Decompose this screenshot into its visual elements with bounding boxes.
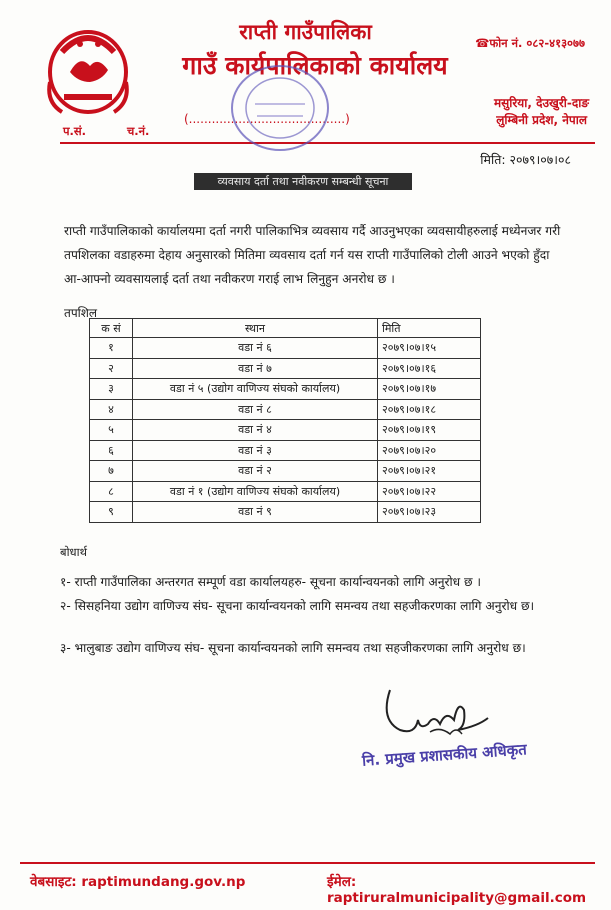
phone-number: ☎फोन नं. ०८२-४१३०७७	[475, 36, 585, 50]
letter-number-label: प.सं.	[63, 124, 87, 138]
cell-serial: ७	[90, 461, 133, 482]
cell-place: वडा नं ८	[133, 399, 378, 420]
dispatch-number-label: च.नं.	[127, 124, 150, 138]
cell-serial: २	[90, 358, 133, 379]
table-row	[90, 461, 481, 482]
office-name: गाउँ कार्यपालिकाको कार्यालय	[182, 51, 448, 80]
table-row	[90, 399, 481, 420]
cell-serial: ८	[90, 481, 133, 502]
cell-date: २०७९।०७।१९	[378, 420, 481, 441]
table-row	[90, 358, 481, 379]
cell-serial: १	[90, 338, 133, 359]
cell-date: २०७९।०७।१८	[378, 399, 481, 420]
letter-date: मिति: २०७९।०७।०८	[480, 152, 571, 167]
cell-serial: ९	[90, 502, 133, 523]
cc-item: १- राप्ती गाउँपालिका अन्तरगत सम्पूर्ण वडा कार्यालयहरु- सूचना कार्यान्वयनको लागि अनुरोध छ ।	[60, 575, 482, 589]
address-line2: लुम्बिनी प्रदेश, नेपाल	[496, 113, 587, 127]
table-header-row	[90, 319, 481, 338]
cell-serial: ३	[90, 379, 133, 400]
col-header-place: स्थान	[133, 319, 378, 338]
cell-place: वडा नं २	[133, 461, 378, 482]
col-header-date: मिति	[378, 319, 481, 338]
cell-date: २०७९।०७।२१	[378, 461, 481, 482]
cc-label: बोधार्थ	[60, 545, 87, 559]
footer-website[interactable]: वेबसाइट: raptimundang.gov.np	[30, 874, 246, 890]
cell-serial: ४	[90, 399, 133, 420]
cell-date: २०७९।०७।२३	[378, 502, 481, 523]
col-header-serial: क सं	[90, 319, 133, 338]
subject-banner: व्यवसाय दर्ता तथा नवीकरण सम्बन्धी सूचना	[194, 173, 412, 190]
cell-serial: ६	[90, 440, 133, 461]
cell-date: २०७९।०७।२०	[378, 440, 481, 461]
table-row	[90, 440, 481, 461]
footer-divider	[20, 862, 595, 864]
cell-place: वडा नं ६	[133, 338, 378, 359]
details-label: तपशिल	[64, 306, 98, 320]
cell-place: वडा नं ५ (उद्योग वाणिज्य संघको कार्यालय)	[133, 379, 378, 400]
cell-date: २०७९।०७।१५	[378, 338, 481, 359]
address-line1: मसुरिया, देउखुरी-दाङ	[494, 96, 589, 110]
cell-date: २०७९।०७।२२	[378, 481, 481, 502]
signatory-designation: नि. प्रमुख प्रशासकीय अधिकृत	[361, 740, 528, 770]
cell-date: २०७९।०७।१६	[378, 358, 481, 379]
table-row	[90, 481, 481, 502]
table-row	[90, 502, 481, 523]
cell-place: वडा नं ९	[133, 502, 378, 523]
office-bracket-line: (.........................................)	[184, 112, 350, 126]
signature-icon	[370, 680, 500, 750]
table-row	[90, 420, 481, 441]
cell-serial: ५	[90, 420, 133, 441]
cell-place: वडा नं ३	[133, 440, 378, 461]
cell-place: वडा नं ७	[133, 358, 378, 379]
cc-item: २- सिसहनिया उद्योग वाणिज्य संघ- सूचना कार्यान्वयनको लागि समन्वय तथा सहजीकरणका लागि अनुरोध छ।	[60, 599, 535, 613]
cc-item: ३- भालुबाङ उद्योग वाणिज्य संघ- सूचना कार्यान्वयनको लागि समन्वय तथा सहजीकरणका लागि अनुरोध छ।	[60, 641, 526, 655]
table-row	[90, 379, 481, 400]
schedule-table	[89, 318, 481, 523]
office-stamp-icon	[225, 60, 335, 160]
table-row	[90, 338, 481, 359]
cell-place: वडा नं १ (उद्योग वाणिज्य संघको कार्यालय)	[133, 481, 378, 502]
notice-body: राप्ती गाउँपालिकाको कार्यालयमा दर्ता नगरी पालिकाभित्र व्यवसाय गर्दै आउनुभएका व्यवसायीहरुलाई मध्येनजर गरी तपशिलका वडाहरुमा देहाय अनुसारको मितिमा व्यवसाय दर्ता गर्न यस राप्ती गाउँपालिको टोली आउने भएको हुँदा आ-आफ्नो व्यवसायलाई दर्ता तथा नवीकरण गराई लाभ लिनुहुन अनरोध छ ।	[64, 224, 561, 286]
cell-date: २०७९।०७।१७	[378, 379, 481, 400]
municipality-name: राप्ती गाउँपालिका	[239, 20, 372, 44]
footer-email[interactable]: ईमेल: raptiruralmunicipality@gmail.com	[327, 874, 587, 906]
cell-place: वडा नं ४	[133, 420, 378, 441]
